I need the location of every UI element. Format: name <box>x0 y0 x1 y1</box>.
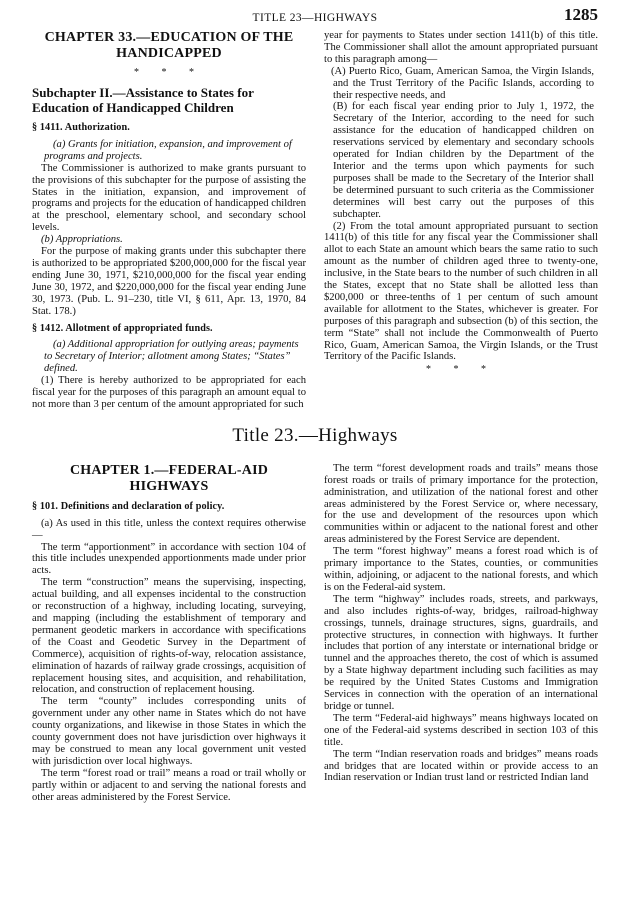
paragraph: (A) Puerto Rico, Guam, American Samoa, the Virgin Islands, and the Trust Territory of the Pacific Islands, according to their respective needs, and <box>331 65 594 101</box>
paragraph: The term “Federal-aid highways” means highways located on one of the Federal-aid systems described in section 103 of this title. <box>324 712 598 748</box>
paragraph: (a) As used in this title, unless the context requires otherwise— <box>32 517 306 541</box>
upper-right-column <box>324 30 598 411</box>
paragraph: The term “construction” means the supervising, inspecting, actual building, and all expenses incidental to the construction or reconstruction of a highway, including locating, surveying, and mapping (including the establishment of temporary and permanent geodetic markers in accordance with specifications of the Coast and Geodetic Survey in the Department of Commerce), acquisition of rights-of-way, relocation assistance, elimination of hazards of railway grade crossings, acquisition of replacement housing sites, and acquisition, and rehabilitation, relocation, and construction of replacement housing. <box>32 577 306 696</box>
chapter-33-heading: CHAPTER 33.—EDUCATION OF THE HANDICAPPED <box>44 30 294 61</box>
lower-right-column <box>324 463 598 804</box>
paragraph: The term “apportionment” in accordance with section 104 of this title includes unexpended apportionments made under prior acts. <box>32 541 306 577</box>
paragraph: The term “forest road or trail” means a road or trail wholly or partly within or adjacent to and serving the national forests and other areas administered by the Forest Service. <box>32 767 306 803</box>
paragraph: year for payments to States under section 1411(b) of this title. The Commissioner shall allot the amount appropriated pursuant to this paragraph among— <box>324 30 598 65</box>
subsection-a-catchline: (a) Grants for initiation, expansion, and improvement of programs and projects. <box>44 138 292 162</box>
paragraph: The term “forest highway” means a forest road which is of primary importance to the States, counties, or communities within, adjoining, or adjacent to the national forests, and which is on the Federal-aid system. <box>324 546 598 593</box>
section-1411-heading: § 1411. Authorization. <box>32 122 130 133</box>
section-101-heading: § 101. Definitions and declaration of policy. <box>32 500 225 512</box>
title-heading: Title 23.—Highways <box>232 424 398 446</box>
paragraph: (1) There is hereby authorized to be appropriated for each fiscal year for the purposes of this paragraph an amount equal to not more than 3 per centum of the amount appropriated for such <box>32 375 306 410</box>
paragraph: The Commissioner is authorized to make grants pursuant to the provisions of this subchapter for the purpose of assisting the States in the initiation, expansion, and improvement of programs and projects for the education of handicapped children at the preschool, elementary school, and secondary school levels. <box>32 162 306 234</box>
paragraph: The term “highway” includes roads, streets, and parkways, and also includes rights-of-way, bridges, railroad-highway crossings, tunnels, drainage structures, signs, guardrails, and protective structures, in connection with highways. It further includes that portion of any interstate or international bridge or tunnel and the approaches thereto, the cost of which is assumed by a State highway department including such facilities as may be required by the United States Customs and Immigration Services in connection with the operation of an international bridge or tunnel. <box>324 593 598 712</box>
paragraph: The term “Indian reservation roads and bridges” means roads and bridges that are located within or provide access to an Indian reservation or Indian trust land or restricted Indian land <box>324 748 598 784</box>
subsection-a-catchline: (a) Additional appropriation for outlying areas; payments to Secretary of Interior; allotment among States; “States” defined. <box>44 339 299 375</box>
section-1412-heading: § 1412. Allotment of appropriated funds. <box>32 322 213 334</box>
chapter-1-heading: CHAPTER 1.—FEDERAL-AID HIGHWAYS <box>69 462 269 494</box>
upper-left-column <box>32 30 306 411</box>
section-stars: * * * <box>134 67 204 78</box>
subchapter-heading: Subchapter II.—Assistance to States for Education of Handicapped Children <box>32 85 254 115</box>
paragraph: The term “county” includes corresponding units of government under any other name in States which do not have county organizations, and likewise in those States in which the county government does not have jurisdiction over highways it may be construed to mean any local government unit vested with jurisdiction over local highways. <box>32 696 306 767</box>
paragraph: The term “forest development roads and trails” means those forest roads or trails of primary importance for the protection, administration, and utilization of the national forest and other areas administered by the Forest Service or, where necessary, for the use and development of the resources upon which communities within or adjacent to the national forest and other areas administered by the Forest Service are dependent. <box>324 462 598 546</box>
paragraph: (2) From the total amount appropriated pursuant to section 1411(b) of this title for any fiscal year the Commissioner shall allot to each State an amount which bears the same ratio to such amount as the number of children aged three to twenty-one, inclusive, in the State bears to the number of such children in all the States, except that no State shall be allotted less than $200,000 or three-tenths of 1 per centum of such amount available for allotment to the States, whichever is greater. For purposes of this paragraph and subsection (b) of this section, the term “State” shall not include the Commonwealth of Puerto Rico, Guam, American Samoa, the Virgin Islands, or the Trust Territory of the Pacific Islands. <box>324 220 598 363</box>
subsection-b-catchline: (b) Appropriations. <box>41 234 123 246</box>
section-stars: * * * <box>426 364 496 376</box>
paragraph: (B) for each fiscal year ending prior to July 1, 1972, the Secretary of the Interior, according to the need for such assistance for the education of handicapped children on reservations serviced by elementary and secondary schools operated for Indian children by the Department of the Interior and the terms upon which payments for such purposes shall be made to the Secretary of the Interior shall be determined pursuant to such criteria as the Commissioner determines will best carry out the purposes of this subchapter. <box>333 101 594 220</box>
lower-left-column <box>32 463 306 804</box>
running-header <box>32 0 598 30</box>
lower-columns <box>32 463 598 804</box>
upper-columns <box>32 30 598 411</box>
paragraph: For the purpose of making grants under this subchapter there is authorized to be appropriated $200,000,000 for the fiscal year ending June 30, 1971, $210,000,000 for the fiscal year ending June 30, 1972, and $220,000,000 for the fiscal year ending June 30, 1973. (Pub. L. 91–230, title VI, § 611, Apr. 13, 1970, 84 Stat. 178.) <box>32 246 306 317</box>
page-number: 1285 <box>564 5 598 24</box>
running-title: TITLE 23—HIGHWAYS <box>252 12 378 24</box>
